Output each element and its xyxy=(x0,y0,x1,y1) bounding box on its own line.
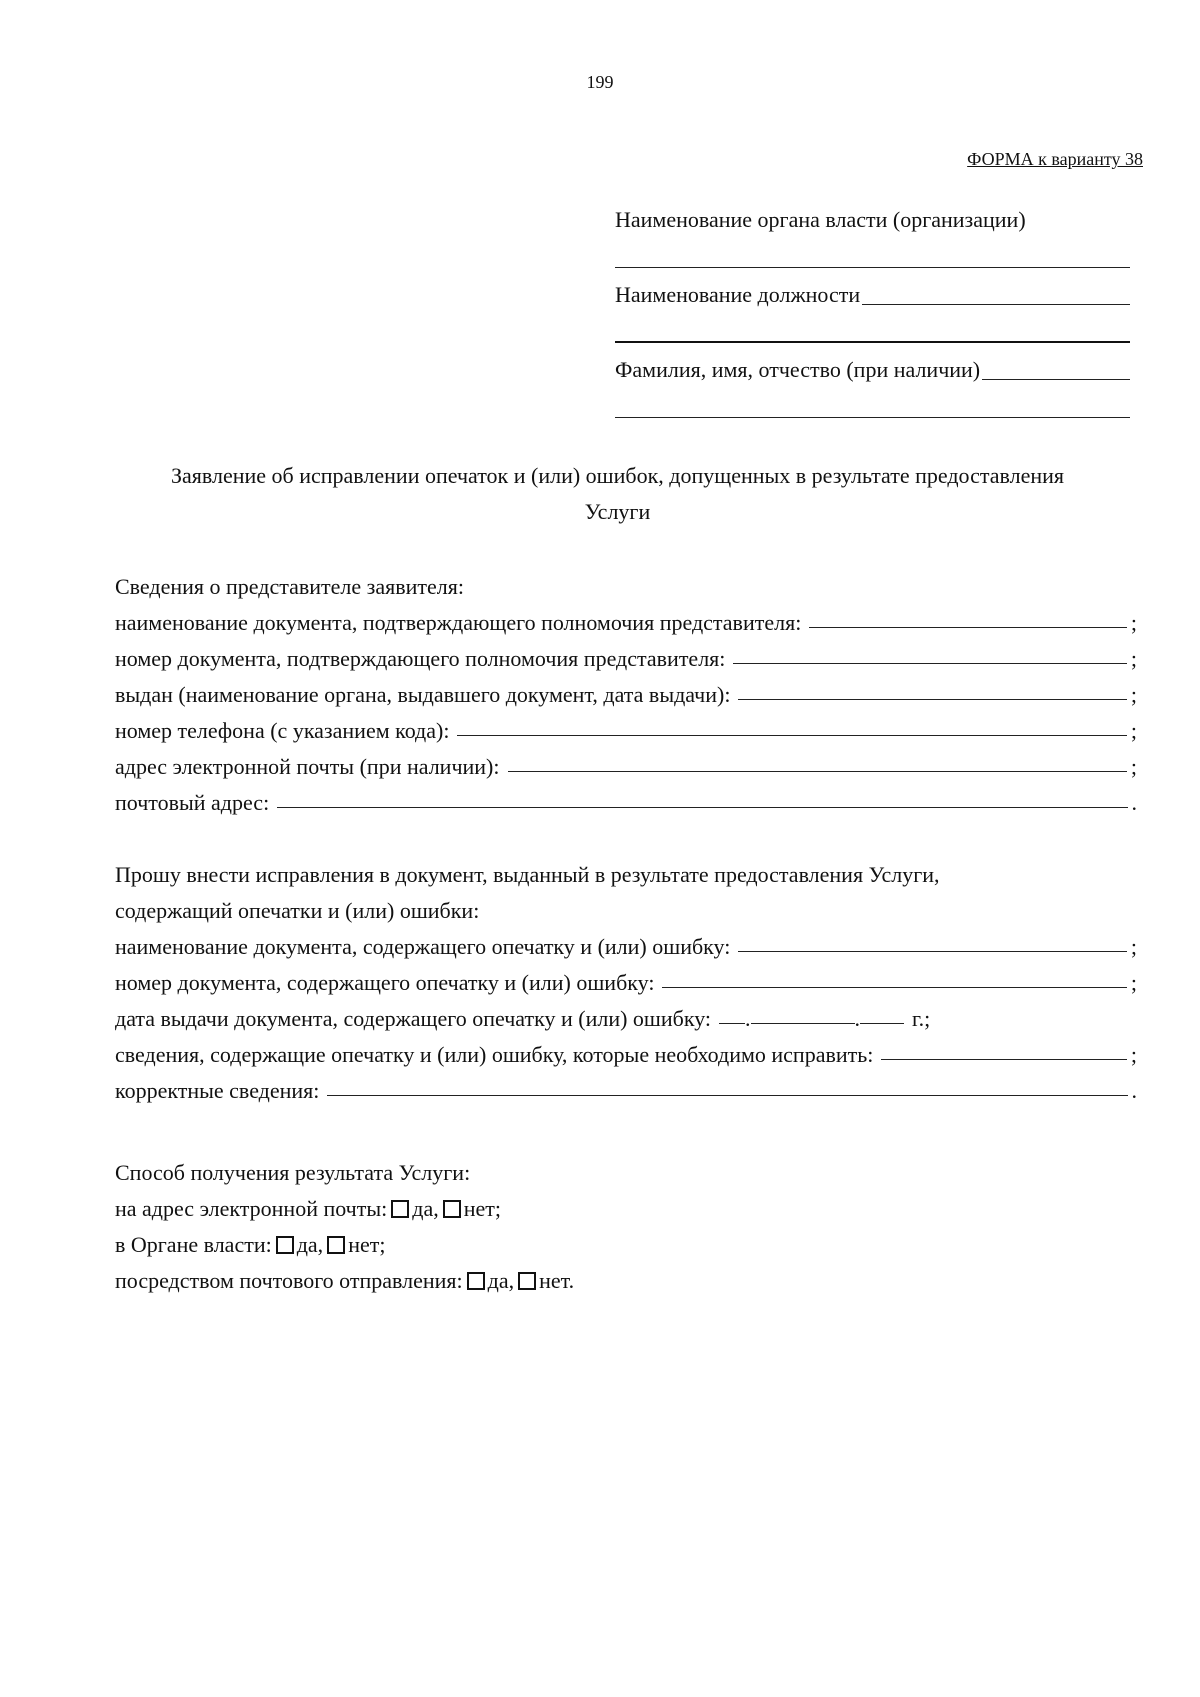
date-sep-2: . xyxy=(854,1006,861,1031)
request-section xyxy=(115,852,1137,1104)
position-row xyxy=(615,282,1130,308)
req-correct-label: корректные сведения: xyxy=(115,1078,320,1103)
post-yes-label: да, xyxy=(487,1268,515,1293)
authority-field[interactable] xyxy=(615,267,1130,268)
req-date-row xyxy=(115,996,1137,1032)
title-line1: Заявление об исправлении опечаток и (или) ошибок, допущенных в результате предоставления xyxy=(170,463,1065,488)
rep-doc-name-end: ; xyxy=(1130,610,1137,635)
req-field-row xyxy=(115,960,1137,996)
date-year-field[interactable] xyxy=(860,1022,904,1024)
email-no-checkbox[interactable] xyxy=(443,1200,461,1218)
rep-issued-field[interactable] xyxy=(738,698,1126,700)
email-yes-label: да, xyxy=(412,1196,439,1221)
delivery-option-authority xyxy=(115,1222,1137,1258)
req-doc-name-label: наименование документа, содержащего опечатку и (или) ошибку: xyxy=(115,934,731,959)
rep-email-field[interactable] xyxy=(508,770,1127,772)
req-erroneous-label: сведения, содержащие опечатку и (или) ошибку, которые необходимо исправить: xyxy=(115,1042,874,1067)
req-erroneous-end: ; xyxy=(1130,1042,1137,1067)
addressee-block xyxy=(615,207,1130,418)
req-field-row xyxy=(115,924,1137,960)
req-doc-name-field[interactable] xyxy=(738,950,1127,952)
position-label: Наименование должности xyxy=(615,282,861,307)
rep-doc-number-label: номер документа, подтверждающего полномочия представителя: xyxy=(115,646,726,671)
delivery-email-label: на адрес электронной почты: xyxy=(115,1196,388,1221)
rep-field-row xyxy=(115,780,1137,816)
rep-email-end: ; xyxy=(1130,754,1137,779)
request-intro-line1-text: Прошу внести исправления в документ, выданный в результате предоставления Услуги, xyxy=(115,862,940,887)
rep-issued-label: выдан (наименование органа, выдавшего документ, дата выдачи): xyxy=(115,682,731,707)
req-field-row xyxy=(115,1068,1137,1104)
rep-field-row xyxy=(115,744,1137,780)
rep-issued-end: ; xyxy=(1130,682,1137,707)
name-field[interactable] xyxy=(982,378,1130,380)
req-doc-number-end: ; xyxy=(1130,970,1137,995)
authority-label-text: Наименование органа власти (организации) xyxy=(615,207,1026,232)
req-doc-name-end: ; xyxy=(1130,934,1137,959)
representative-heading xyxy=(115,564,1137,600)
rep-phone-end: ; xyxy=(1130,718,1137,743)
delivery-option-post xyxy=(115,1258,1137,1294)
req-correct-end: . xyxy=(1131,1078,1137,1103)
name-field-line2[interactable] xyxy=(615,417,1130,418)
rep-field-row xyxy=(115,708,1137,744)
delivery-option-email xyxy=(115,1186,1137,1222)
rep-field-row xyxy=(115,636,1137,672)
request-intro-line1 xyxy=(115,852,1137,888)
representative-heading-text: Сведения о представителе заявителя: xyxy=(115,574,464,599)
authority-label xyxy=(615,207,1130,233)
rep-postal-end: . xyxy=(1131,790,1137,815)
title-line2: Услуги xyxy=(584,499,651,524)
post-yes-checkbox[interactable] xyxy=(467,1272,485,1290)
rep-email-label: адрес электронной почты (при наличии): xyxy=(115,754,500,779)
date-day-field[interactable] xyxy=(719,1022,745,1024)
authority-yes-label: да, xyxy=(296,1232,324,1257)
delivery-heading xyxy=(115,1150,1137,1186)
form-reference: ФОРМА к варианту 38 xyxy=(967,149,1143,169)
delivery-authority-label: в Органе власти: xyxy=(115,1232,272,1257)
date-sep-1: . xyxy=(745,1006,751,1031)
delivery-post-label: посредством почтового отправления: xyxy=(115,1268,463,1293)
post-no-label: нет. xyxy=(539,1268,575,1293)
rep-doc-number-end: ; xyxy=(1130,646,1137,671)
name-row xyxy=(615,357,1130,383)
rep-postal-label: почтовый адрес: xyxy=(115,790,270,815)
post-no-checkbox[interactable] xyxy=(518,1272,536,1290)
req-doc-number-label: номер документа, содержащего опечатку и (или) ошибку: xyxy=(115,970,655,995)
position-field-line2[interactable] xyxy=(615,341,1130,343)
date-year-suffix: г.; xyxy=(912,1006,931,1031)
page-number: 199 xyxy=(586,72,614,92)
name-label: Фамилия, имя, отчество (при наличии) xyxy=(615,357,981,382)
rep-field-row xyxy=(115,672,1137,708)
authority-yes-checkbox[interactable] xyxy=(276,1236,294,1254)
request-intro-line2 xyxy=(115,888,1137,924)
authority-no-label: нет; xyxy=(348,1232,386,1257)
request-intro-line2-text: содержащий опечатки и (или) ошибки: xyxy=(115,898,480,923)
email-no-label: нет; xyxy=(463,1196,501,1221)
req-doc-number-field[interactable] xyxy=(662,986,1126,988)
authority-no-checkbox[interactable] xyxy=(327,1236,345,1254)
email-yes-checkbox[interactable] xyxy=(391,1200,409,1218)
position-field[interactable] xyxy=(862,303,1130,305)
rep-doc-name-label: наименование документа, подтверждающего полномочия представителя: xyxy=(115,610,802,635)
representative-section xyxy=(115,564,1137,816)
rep-doc-name-field[interactable] xyxy=(809,626,1127,628)
req-correct-field[interactable] xyxy=(327,1094,1127,1096)
req-date-label: дата выдачи документа, содержащего опечатку и (или) ошибку: xyxy=(115,1006,712,1031)
rep-phone-label: номер телефона (с указанием кода): xyxy=(115,718,450,743)
delivery-heading-text: Способ получения результата Услуги: xyxy=(115,1160,471,1185)
rep-doc-number-field[interactable] xyxy=(733,662,1126,664)
document-title xyxy=(100,458,1135,530)
req-erroneous-field[interactable] xyxy=(881,1058,1126,1060)
date-month-field[interactable] xyxy=(751,1022,855,1024)
req-field-row xyxy=(115,1032,1137,1068)
rep-phone-field[interactable] xyxy=(457,734,1126,736)
rep-postal-field[interactable] xyxy=(277,806,1127,808)
rep-field-row xyxy=(115,600,1137,636)
delivery-section xyxy=(115,1150,1137,1294)
